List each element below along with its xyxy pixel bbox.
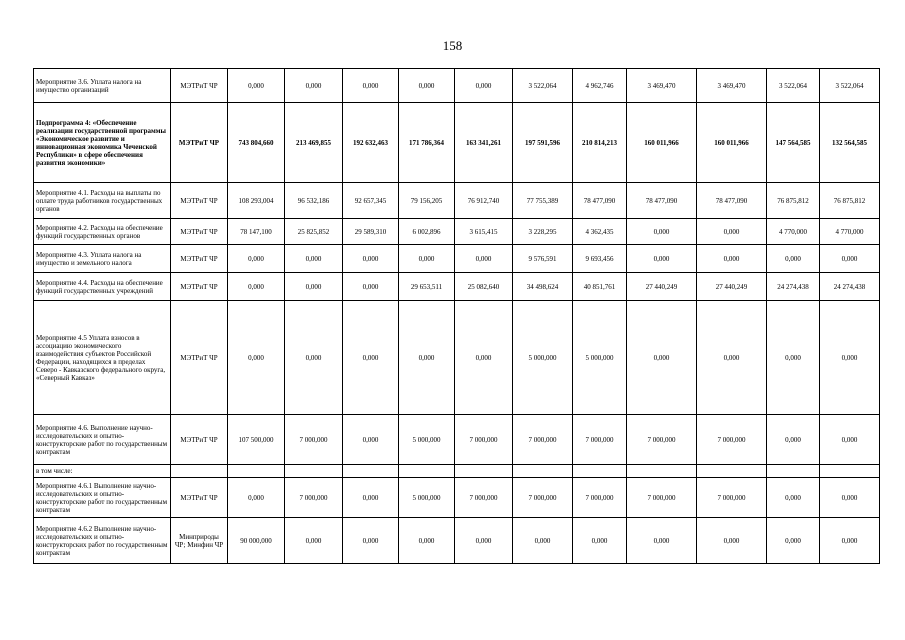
value-cell: 4 962,746	[573, 69, 627, 103]
value-cell: 76 875,812	[767, 183, 820, 219]
value-cell: 7 000,000	[627, 415, 697, 465]
table-row	[34, 518, 880, 564]
value-cell: 0,000	[455, 69, 513, 103]
value-cell: 4 770,000	[767, 219, 820, 245]
value-cell: 0,000	[513, 518, 573, 564]
value-cell: 7 000,000	[697, 478, 767, 518]
value-cell: 7 000,000	[573, 478, 627, 518]
value-cell: 5 000,000	[399, 478, 455, 518]
responsible-cell: МЭТРиТ ЧР	[171, 301, 228, 415]
value-cell	[455, 465, 513, 478]
value-cell: 0,000	[228, 273, 285, 301]
table-body	[34, 69, 880, 564]
table-row	[34, 183, 880, 219]
responsible-cell: МЭТРиТ ЧР	[171, 219, 228, 245]
row-name-cell: Подпрограмма 4: «Обеспечение реализации государственной программы «Экономическое развитие и инновационная экономика Чеченской Республики» в сфере обеспечения развития экономики»	[34, 103, 171, 183]
value-cell: 76 912,740	[455, 183, 513, 219]
value-cell: 213 469,855	[285, 103, 343, 183]
responsible-cell: МЭТРиТ ЧР	[171, 183, 228, 219]
value-cell: 3 522,064	[513, 69, 573, 103]
value-cell: 25 825,852	[285, 219, 343, 245]
value-cell: 7 000,000	[627, 478, 697, 518]
value-cell: 0,000	[697, 301, 767, 415]
value-cell: 78 147,100	[228, 219, 285, 245]
value-cell: 0,000	[767, 478, 820, 518]
value-cell: 0,000	[767, 245, 820, 273]
value-cell: 7 000,000	[285, 478, 343, 518]
value-cell: 0,000	[343, 273, 399, 301]
table-row	[34, 478, 880, 518]
value-cell: 108 293,004	[228, 183, 285, 219]
value-cell	[343, 465, 399, 478]
responsible-cell	[171, 465, 228, 478]
value-cell: 0,000	[285, 301, 343, 415]
value-cell: 0,000	[820, 415, 880, 465]
value-cell: 0,000	[820, 518, 880, 564]
value-cell: 7 000,000	[697, 415, 767, 465]
value-cell: 0,000	[627, 245, 697, 273]
table-row	[34, 301, 880, 415]
value-cell: 0,000	[285, 245, 343, 273]
value-cell: 6 002,896	[399, 219, 455, 245]
value-cell: 0,000	[697, 518, 767, 564]
table-row	[34, 245, 880, 273]
value-cell: 0,000	[627, 301, 697, 415]
value-cell: 3 469,470	[627, 69, 697, 103]
value-cell: 160 011,966	[697, 103, 767, 183]
value-cell: 0,000	[455, 245, 513, 273]
value-cell: 0,000	[697, 219, 767, 245]
value-cell: 5 000,000	[573, 301, 627, 415]
value-cell: 7 000,000	[513, 478, 573, 518]
value-cell	[627, 465, 697, 478]
value-cell: 7 000,000	[513, 415, 573, 465]
value-cell: 96 532,186	[285, 183, 343, 219]
table-row	[34, 415, 880, 465]
value-cell: 5 000,000	[513, 301, 573, 415]
row-name-cell: в том числе:	[34, 465, 171, 478]
value-cell: 0,000	[343, 245, 399, 273]
row-name-cell: Мероприятие 4.5 Уплата взносов в ассоциацию экономического взаимодействия субъектов Российской Федерации, находящихся в пределах Северо - Кавказского федерального округа, «Северный Кавказ»	[34, 301, 171, 415]
budget-table	[33, 68, 880, 564]
responsible-cell: Минприроды ЧР; Минфин ЧР	[171, 518, 228, 564]
value-cell: 4 362,435	[573, 219, 627, 245]
responsible-cell: МЭТРиТ ЧР	[171, 245, 228, 273]
value-cell: 3 522,064	[820, 69, 880, 103]
row-name-cell: Мероприятие 4.4. Расходы на обеспечение функций государственных учреждений	[34, 273, 171, 301]
value-cell: 9 693,456	[573, 245, 627, 273]
value-cell: 29 653,511	[399, 273, 455, 301]
value-cell: 3 469,470	[697, 69, 767, 103]
value-cell: 0,000	[767, 415, 820, 465]
row-name-cell: Мероприятие 4.3. Уплата налога на имущество и земельного налога	[34, 245, 171, 273]
value-cell: 0,000	[285, 273, 343, 301]
value-cell: 27 440,249	[697, 273, 767, 301]
table-row	[34, 273, 880, 301]
value-cell: 0,000	[627, 518, 697, 564]
responsible-cell: МЭТРиТ ЧР	[171, 69, 228, 103]
row-name-cell: Мероприятие 4.2. Расходы на обеспечение функций государственных органов	[34, 219, 171, 245]
value-cell	[399, 465, 455, 478]
value-cell	[228, 465, 285, 478]
value-cell: 0,000	[343, 518, 399, 564]
value-cell: 7 000,000	[455, 478, 513, 518]
value-cell: 0,000	[343, 301, 399, 415]
table-row	[34, 465, 880, 478]
responsible-cell: МЭТРиТ ЧР	[171, 478, 228, 518]
value-cell: 0,000	[228, 301, 285, 415]
value-cell: 78 477,090	[573, 183, 627, 219]
value-cell	[697, 465, 767, 478]
value-cell: 40 851,761	[573, 273, 627, 301]
value-cell: 147 564,585	[767, 103, 820, 183]
table-row	[34, 103, 880, 183]
value-cell	[285, 465, 343, 478]
value-cell: 132 564,585	[820, 103, 880, 183]
responsible-cell: МЭТРиТ ЧР	[171, 415, 228, 465]
row-name-cell: Мероприятие 4.6.2 Выполнение научно-исследовательских и опытно-конструкторских работ по государственным контрактам	[34, 518, 171, 564]
value-cell: 0,000	[820, 245, 880, 273]
value-cell	[513, 465, 573, 478]
value-cell	[820, 465, 880, 478]
row-name-cell: Мероприятие 4.6.1 Выполнение научно-исследовательских и опытно-конструкторские работ по государственным контрактам	[34, 478, 171, 518]
value-cell: 197 591,596	[513, 103, 573, 183]
value-cell: 192 632,463	[343, 103, 399, 183]
value-cell	[573, 465, 627, 478]
value-cell: 76 875,812	[820, 183, 880, 219]
value-cell: 210 814,213	[573, 103, 627, 183]
value-cell: 34 498,624	[513, 273, 573, 301]
value-cell: 0,000	[767, 518, 820, 564]
value-cell: 0,000	[343, 478, 399, 518]
value-cell: 24 274,438	[767, 273, 820, 301]
value-cell: 9 576,591	[513, 245, 573, 273]
value-cell: 90 000,000	[228, 518, 285, 564]
value-cell: 77 755,389	[513, 183, 573, 219]
value-cell: 92 657,345	[343, 183, 399, 219]
value-cell: 0,000	[285, 518, 343, 564]
value-cell: 163 341,261	[455, 103, 513, 183]
responsible-cell: МЭТРиТ ЧР	[171, 273, 228, 301]
table-row	[34, 69, 880, 103]
page-number: 158	[442, 38, 463, 53]
value-cell: 0,000	[228, 478, 285, 518]
value-cell: 107 500,000	[228, 415, 285, 465]
value-cell: 24 274,438	[820, 273, 880, 301]
value-cell: 0,000	[285, 69, 343, 103]
value-cell: 0,000	[399, 518, 455, 564]
value-cell: 0,000	[399, 245, 455, 273]
value-cell: 160 011,966	[627, 103, 697, 183]
table-row	[34, 219, 880, 245]
value-cell: 79 156,205	[399, 183, 455, 219]
value-cell: 78 477,090	[627, 183, 697, 219]
value-cell: 0,000	[455, 518, 513, 564]
value-cell: 0,000	[228, 69, 285, 103]
value-cell: 3 522,064	[767, 69, 820, 103]
value-cell: 0,000	[399, 301, 455, 415]
value-cell: 27 440,249	[627, 273, 697, 301]
value-cell: 7 000,000	[455, 415, 513, 465]
value-cell: 3 615,415	[455, 219, 513, 245]
value-cell: 7 000,000	[285, 415, 343, 465]
value-cell	[767, 465, 820, 478]
value-cell: 743 804,660	[228, 103, 285, 183]
value-cell: 0,000	[343, 69, 399, 103]
row-name-cell: Мероприятие 4.1. Расходы на выплаты по оплате труда работников государственных органов	[34, 183, 171, 219]
value-cell: 0,000	[455, 301, 513, 415]
value-cell: 0,000	[228, 245, 285, 273]
responsible-cell: МЭТРиТ ЧР	[171, 103, 228, 183]
value-cell: 0,000	[820, 301, 880, 415]
value-cell: 0,000	[343, 415, 399, 465]
value-cell: 0,000	[627, 219, 697, 245]
value-cell: 0,000	[573, 518, 627, 564]
value-cell: 4 770,000	[820, 219, 880, 245]
value-cell: 3 228,295	[513, 219, 573, 245]
value-cell: 7 000,000	[573, 415, 627, 465]
value-cell: 0,000	[697, 245, 767, 273]
row-name-cell: Мероприятие 4.6. Выполнение научно-исследовательских и опытно-конструкторские работ по государственным контрактам	[34, 415, 171, 465]
value-cell: 5 000,000	[399, 415, 455, 465]
value-cell: 25 082,640	[455, 273, 513, 301]
value-cell: 0,000	[399, 69, 455, 103]
value-cell: 78 477,090	[697, 183, 767, 219]
value-cell: 0,000	[820, 478, 880, 518]
value-cell: 29 589,310	[343, 219, 399, 245]
value-cell: 171 786,364	[399, 103, 455, 183]
value-cell: 0,000	[767, 301, 820, 415]
row-name-cell: Мероприятие 3.6. Уплата налога на имущество организаций	[34, 69, 171, 103]
